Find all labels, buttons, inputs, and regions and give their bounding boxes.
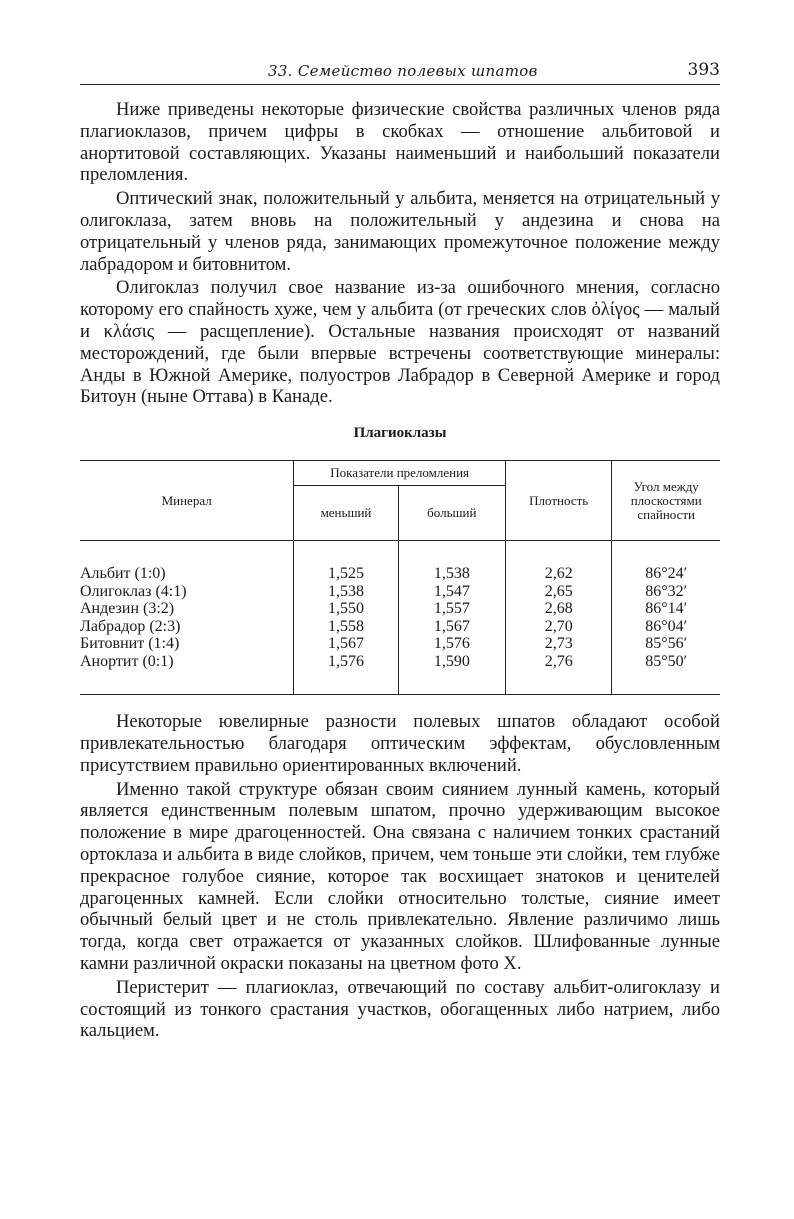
cell-mineral: Олигоклаз (4:1) [80,582,187,600]
cell-mineral: Андезин (3:2) [80,600,175,618]
cell-mineral: Лабрадор (2:3) [80,617,181,635]
cell-min: 1,538 [327,582,364,600]
paragraph: Некоторые ювелирные разности полевых шпатов обладают особой привлекательностью благодаря оптическим эффектам, обусловленным присутствием правильно ориентированных включений. [80,711,720,776]
mineral-names [80,541,294,695]
paragraph: Оптический знак, положительный у альбита, меняется на отрицательный у олигоклаза, затем вновь на положительный у андезина и снова на отрицательный у членов ряда, занимающих промежуточное положение между лабрадором и битовнитом. [80,188,720,275]
cell-density: 2,68 [544,600,573,618]
closing-text [80,711,720,1042]
cell-mineral: Битовнит (1:4) [80,635,180,653]
cell-max: 1,567 [433,617,470,635]
book-page [80,56,720,1044]
cell-density: 2,70 [544,617,573,635]
cell-min: 1,558 [327,617,364,635]
cell-max: 1,590 [433,652,470,670]
cell-max: 1,557 [433,600,470,618]
cell-density: 2,62 [544,565,573,583]
paragraph: Олигоклаз получил свое название из-за ошибочного мнения, согласно которому его спайность хуже, чем у альбита (от греческих слов ὀλίγος — малый и κλάσις — расщепление). Остальные названия происходят от названий месторождений, где были впервые встречены соответствующие минералы: Анды в Южной Америке, полуостров Лабрадор в Северной Америке и город Битоун (ныне Оттава) в Канаде. [80,277,720,408]
max-index-values [398,541,505,695]
running-header [80,56,720,85]
cell-density: 2,65 [544,582,573,600]
header-refraction: Показатели преломления [294,461,506,486]
cell-max: 1,538 [433,565,470,583]
cell-angle: 86°32′ [645,582,688,600]
cell-min: 1,550 [327,600,364,618]
cell-mineral: Альбит (1:0) [80,565,166,583]
header-density: Плотность [505,461,611,541]
cell-min: 1,525 [327,565,364,583]
header-mineral: Минерал [80,461,294,541]
table-title: Плагиоклазы [353,425,447,442]
page-number: 393 [687,60,720,80]
paragraph: Перистерит — плагиоклаз, отвечающий по составу альбит-олигоклазу и состоящий из тонкого срастания участков, обогащенных либо натрием, либо кальцием. [80,976,720,1042]
cell-angle: 85°56′ [645,635,688,653]
cell-angle: 86°14′ [645,600,688,618]
header-cleavage-angle: Угол между плоскостями спайности [612,461,720,541]
min-index-values [294,541,398,695]
cell-angle: 86°04′ [645,617,688,635]
cell-min: 1,576 [327,652,364,670]
plagioclase-table [80,460,720,695]
cell-max: 1,576 [433,635,470,653]
cell-angle: 86°24′ [645,565,688,583]
paragraph: Ниже приведены некоторые физические свойства различных членов ряда плагиоклазов, причем цифры в скобках — отношение альбитовой и анортитовой составляющих. Указаны наименьший и наибольший показатели преломления. [80,99,720,186]
density-values [505,541,611,695]
cell-max: 1,547 [433,582,470,600]
paragraph: Именно такой структуре обязан своим сиянием лунный камень, который является единственным полевым шпатом, прочно удерживающим высокое положение в мире драгоценностей. Она связана с наличием тонких срастаний ортоклаза и альбита в виде слойков, причем, чем тоньше эти слойки, тем глубже прекрасное голубое сияние, которое так восхищает знатоков и ценителей драгоценных камней. Если слойки относительно толстые, сияние имеет обычный белый цвет и не столь привлекательно. Явление различимо лишь тогда, когда свет отражается от указанных слойков. Шлифованные лунные камни различной окраски показаны на цветном фото X. [80,778,720,974]
angle-values [612,541,720,695]
header-min-index: меньший [294,486,398,541]
cell-min: 1,567 [327,635,364,653]
cell-angle: 85°50′ [645,652,688,670]
cell-density: 2,73 [544,635,573,653]
chapter-title: 33. Семейство полевых шпатов [268,62,538,80]
intro-text [80,99,720,408]
cell-mineral: Анортит (0:1) [80,652,174,670]
cell-density: 2,76 [544,652,573,670]
header-max-index: больший [398,486,505,541]
